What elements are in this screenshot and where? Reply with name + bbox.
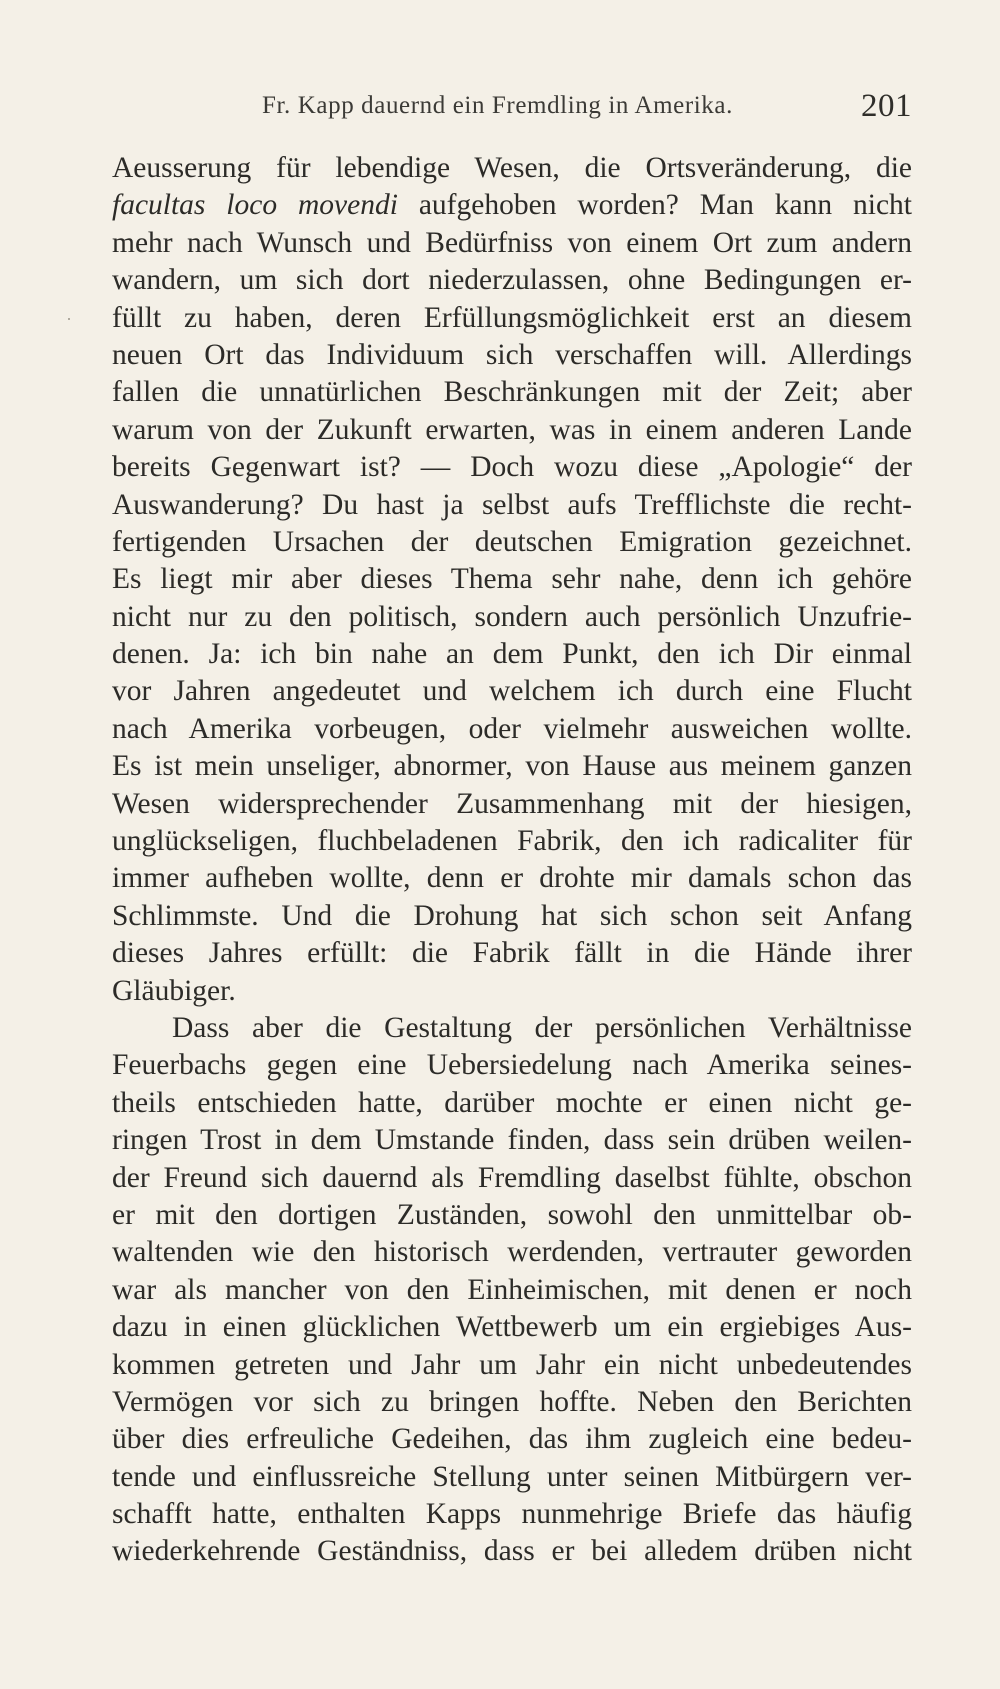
text-line xyxy=(112,748,912,785)
text-segment: der Freund sich dauernd als Fremdling daselbst fühlte, obschon xyxy=(112,1161,912,1194)
text-line xyxy=(112,300,912,337)
text-segment: Wesen widersprechender Zusammenhang mit der hiesigen, xyxy=(112,787,912,820)
text-segment: wandern, um sich dort niederzulassen, ohne Bedingungen er- xyxy=(112,264,912,297)
text-line xyxy=(112,1160,912,1197)
text-segment: aufgehoben worden? Man kann nicht xyxy=(397,189,912,222)
text-segment: Auswanderung? Du hast ja selbst aufs Trefflichste die recht- xyxy=(112,488,912,521)
text-segment: dazu in einen glücklichen Wettbewerb um ein ergiebiges Aus- xyxy=(112,1311,912,1344)
text-line xyxy=(112,187,912,224)
italic-phrase: facultas loco movendi xyxy=(112,189,398,222)
running-head: Fr. Kapp dauernd ein Fremdling in Amerika. xyxy=(262,92,733,119)
text-segment: denen. Ja: ich bin nahe an dem Punkt, den ich Dir einmal xyxy=(112,638,912,671)
text-line xyxy=(112,636,912,673)
text-line xyxy=(112,711,912,748)
text-line xyxy=(112,1010,912,1047)
text-line xyxy=(112,374,912,411)
text-line xyxy=(112,599,912,636)
text-segment: Vermögen vor sich zu bringen hoffte. Neben den Berichten xyxy=(112,1385,912,1418)
text-segment: fallen die unnatürlichen Beschränkungen mit der Zeit; aber xyxy=(112,376,912,409)
text-line xyxy=(112,337,912,374)
text-segment: über dies erfreuliche Gedeihen, das ihm zugleich eine bedeu- xyxy=(112,1423,912,1456)
text-segment: er mit den dortigen Zuständen, sowohl den unmittelbar ob- xyxy=(112,1198,912,1231)
text-line xyxy=(112,786,912,823)
text-line xyxy=(112,1309,912,1346)
text-line xyxy=(112,150,912,187)
text-line xyxy=(112,561,912,598)
text-line xyxy=(112,1197,912,1234)
text-segment: mehr nach Wunsch und Bedürfniss von einem Ort zum andern xyxy=(112,226,912,259)
page-number: 201 xyxy=(861,88,912,124)
text-segment: Aeusserung für lebendige Wesen, die Ortsveränderung, die xyxy=(112,152,912,184)
text-segment: nicht nur zu den politisch, sondern auch persönlich Unzufrie- xyxy=(112,600,912,633)
text-segment: füllt zu haben, deren Erfüllungsmöglichkeit erst an diesem xyxy=(112,301,912,334)
text-segment: Es liegt mir aber dieses Thema sehr nahe, denn ich gehöre xyxy=(112,563,912,596)
text-line xyxy=(112,1234,912,1271)
text-line xyxy=(112,1384,912,1421)
text-line xyxy=(112,1047,912,1084)
text-segment: Schlimmste. Und die Drohung hat sich schon seit Anfang xyxy=(112,899,912,932)
text-segment: ringen Trost in dem Umstande finden, dass sein drüben weilen- xyxy=(112,1124,912,1157)
text-segment: tende und einflussreiche Stellung unter seinen Mitbürgern ver- xyxy=(112,1460,912,1493)
text-line xyxy=(112,1272,912,1309)
body-text xyxy=(112,150,912,1571)
text-segment: fertigenden Ursachen der deutschen Emigration gezeichnet. xyxy=(112,525,912,558)
text-line xyxy=(112,1085,912,1122)
text-line xyxy=(112,1459,912,1496)
text-segment: bereits Gegenwart ist? — Doch wozu diese „Apologie“ der xyxy=(112,451,912,484)
text-segment: war als mancher von den Einheimischen, mit denen er noch xyxy=(112,1273,912,1306)
text-segment: waltenden wie den historisch werdenden, vertrauter geworden xyxy=(112,1236,912,1269)
text-segment: neuen Ort das Individuum sich verschaffen will. Allerdings xyxy=(112,338,912,371)
text-segment: Es ist mein unseliger, abnormer, von Hause aus meinem ganzen xyxy=(112,750,912,783)
text-line xyxy=(112,860,912,897)
text-line xyxy=(112,449,912,486)
text-line xyxy=(112,412,912,449)
text-segment: immer aufheben wollte, denn er drohte mir damals schon das xyxy=(112,862,912,895)
text-line xyxy=(112,1347,912,1384)
text-line xyxy=(112,1496,912,1533)
text-line xyxy=(112,673,912,710)
text-segment: wiederkehrende Geständniss, dass er bei alledem drüben nicht xyxy=(112,1535,912,1568)
text-segment: Feuerbachs gegen eine Uebersiedelung nach Amerika seines- xyxy=(112,1049,912,1082)
text-line xyxy=(112,1122,912,1159)
text-segment: unglückseligen, fluchbeladenen Fabrik, den ich radicaliter für xyxy=(112,825,912,858)
text-segment: dieses Jahres erfüllt: die Fabrik fällt in die Hände ihrer xyxy=(112,937,912,970)
text-segment: Gläubiger. xyxy=(112,974,236,1007)
text-line xyxy=(112,1421,912,1458)
text-line xyxy=(112,262,912,299)
text-line xyxy=(112,898,912,935)
text-segment: theils entschieden hatte, darüber mochte er einen nicht ge- xyxy=(112,1086,912,1119)
text-line xyxy=(112,935,912,972)
page-header xyxy=(112,88,912,128)
text-line xyxy=(112,973,912,1010)
text-line xyxy=(112,225,912,262)
text-segment: schafft hatte, enthalten Kapps nunmehrige Briefe das häufig xyxy=(112,1498,912,1531)
text-segment: warum von der Zukunft erwarten, was in einem anderen Lande xyxy=(112,413,912,446)
text-segment: vor Jahren angedeutet und welchem ich durch eine Flucht xyxy=(112,675,912,708)
text-line xyxy=(112,524,912,561)
text-line xyxy=(112,487,912,524)
text-segment: Dass aber die Gestaltung der persönlichen Verhältnisse xyxy=(172,1011,912,1044)
text-line xyxy=(112,1533,912,1570)
text-segment: kommen getreten und Jahr um Jahr ein nicht unbedeutendes xyxy=(112,1348,912,1381)
text-segment: nach Amerika vorbeugen, oder vielmehr ausweichen wollte. xyxy=(112,712,912,745)
paper-speck xyxy=(68,318,70,320)
text-line xyxy=(112,823,912,860)
